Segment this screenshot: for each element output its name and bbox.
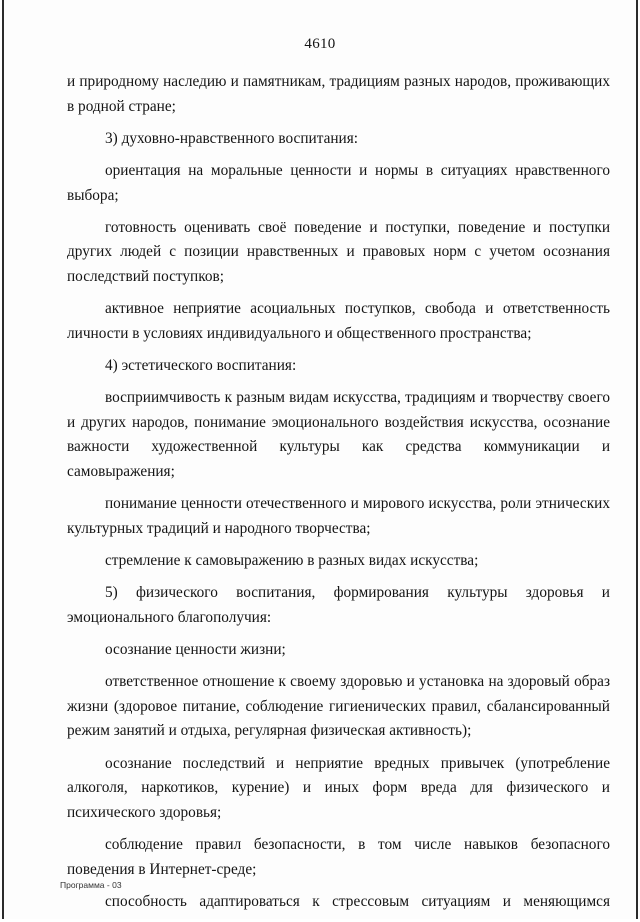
paragraph: соблюдение правил безопасности, в том числе навыков безопасного поведения в Интернет-среде; xyxy=(67,836,610,878)
paragraph: активное неприятие асоциальных поступков, свобода и ответственность личности в условиях индивидуального и общественного пространства; xyxy=(67,300,610,342)
scan-edge-right xyxy=(636,0,638,919)
scan-edge-left xyxy=(2,0,4,919)
paragraph: ориентация на моральные ценности и нормы в ситуациях нравственного выбора; xyxy=(67,161,610,204)
page-number: 4610 xyxy=(304,36,336,52)
paragraph: способность адаптироваться к стрессовым ситуациям и меняющимся xyxy=(105,892,610,910)
page-footer: Программа - 03 xyxy=(60,880,122,890)
paragraph: осознание последствий и неприятие вредных привычек (употребление алкоголя, наркотиков, курение) и иных форм вреда для физического и психического здоровья; xyxy=(67,754,610,821)
paragraph: восприимчивость к разным видам искусства, традициям и творчеству своего и других народов, понимание эмоционального воздействия искусства, осознание важности художественной культуры как средства коммуникации и самовыражения; xyxy=(67,389,610,481)
paragraph: понимание ценности отечественного и мирового искусства, роли этнических культурных традиций и народного творчества; xyxy=(67,495,610,537)
paragraph: осознание ценности жизни; xyxy=(105,640,286,658)
paragraph: готовность оценивать своё поведение и поступки, поведение и поступки других людей с позиции нравственных и правовых норм с учетом осознания последствий поступков; xyxy=(67,218,610,286)
section-heading: 3) духовно-нравственного воспитания: xyxy=(105,129,359,147)
section-heading: 5) физического воспитания, формирования культуры здоровья и эмоционального благополучия: xyxy=(67,584,610,626)
paragraph: и природному наследию и памятникам, традициям разных народов, проживающих в родной стране; xyxy=(67,73,610,115)
paragraph: ответственное отношение к своему здоровью и установка на здоровый образ жизни (здоровое питание, соблюдение гигиенических правил, сбалансированный режим занятий и отдыха, регулярная физическая активность); xyxy=(67,673,610,740)
section-heading: 4) эстетического воспитания: xyxy=(105,356,297,374)
paragraph: стремление к самовыражению в разных видах искусства; xyxy=(105,552,479,570)
document-body xyxy=(67,70,610,922)
